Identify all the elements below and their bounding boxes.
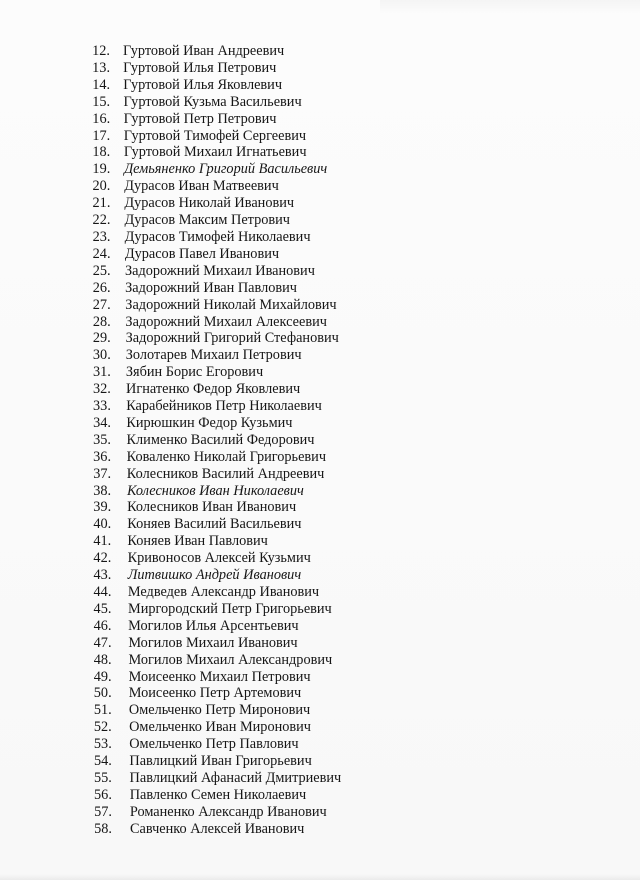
item-name: Омельченко Иван Миронович <box>129 719 311 736</box>
item-number: 25. <box>92 262 111 279</box>
item-name: Колесников Иван Иванович <box>127 499 297 516</box>
item-number: 53. <box>93 736 112 753</box>
item-number: 29. <box>92 330 111 347</box>
item-number: 33. <box>93 398 111 415</box>
item-number: 35. <box>93 431 111 448</box>
item-number: 43. <box>93 567 112 584</box>
list-item <box>0 280 640 297</box>
list-item <box>0 821 640 838</box>
item-number: 42. <box>93 550 112 567</box>
item-number: 12. <box>92 43 110 59</box>
item-name: Задорожний Михаил Алексеевич <box>125 313 327 330</box>
item-number: 51. <box>93 702 112 719</box>
list-item <box>0 178 640 195</box>
item-name: Кирюшкин Федор Кузьмич <box>126 414 293 431</box>
item-name: Демьяненко Григорий Васильевич <box>124 161 328 178</box>
item-name: Коняев Василий Васильевич <box>127 516 302 533</box>
item-number: 30. <box>92 347 111 364</box>
item-name: Дурасов Тимофей Николаевич <box>124 228 311 245</box>
item-name: Моисеенко Петр Артемович <box>128 685 302 702</box>
item-name: Коняев Иван Павлович <box>127 533 268 550</box>
item-name: Могилов Михаил Александрович <box>128 651 333 668</box>
list-item <box>0 347 640 364</box>
item-name: Омельченко Петр Миронович <box>128 702 311 719</box>
item-name: Задорожний Григорий Стефанович <box>125 330 339 347</box>
item-number: 40. <box>93 516 112 533</box>
item-name: Савченко Алексей Иванович <box>130 820 305 837</box>
item-name: Гуртовой Иван Андреевич <box>123 43 285 59</box>
item-name: Клименко Василий Федорович <box>126 431 315 448</box>
scan-shadow-bottom <box>0 874 640 880</box>
list-item <box>0 669 640 686</box>
item-number: 16. <box>92 110 111 127</box>
list-item <box>0 297 640 314</box>
item-number: 44. <box>93 584 112 600</box>
item-name: Карабейников Петр Николаевич <box>126 398 322 415</box>
item-name: Романенко Александр Иванович <box>129 803 327 820</box>
list-item <box>0 77 640 94</box>
item-number: 14. <box>92 76 111 93</box>
item-number: 47. <box>93 634 112 651</box>
item-number: 36. <box>93 448 112 465</box>
list-item <box>0 364 640 381</box>
item-name: Золотарев Михаил Петрович <box>125 347 302 364</box>
item-name: Омельченко Петр Павлович <box>129 736 299 753</box>
item-number: 13. <box>92 59 111 76</box>
item-name: Гуртовой Тимофей Сергеевич <box>123 127 307 144</box>
item-number: 17. <box>92 127 111 144</box>
item-name: Гуртовой Илья Петрович <box>123 59 277 76</box>
item-number: 24. <box>92 245 111 262</box>
list-item <box>0 584 640 601</box>
item-name: Коваленко Николай Григорьевич <box>126 448 327 465</box>
item-name: Задорожний Николай Михайлович <box>125 296 337 313</box>
list-item <box>0 466 640 483</box>
item-number: 50. <box>93 685 112 702</box>
list-item <box>0 787 640 804</box>
item-name: Кривоносов Алексей Кузьмич <box>127 550 311 567</box>
list-item <box>0 144 640 161</box>
list-item <box>0 635 640 652</box>
item-number: 57. <box>94 803 112 820</box>
item-name: Колесников Василий Андреевич <box>126 465 325 482</box>
item-number: 19. <box>92 161 111 178</box>
item-number: 28. <box>92 313 111 330</box>
item-number: 15. <box>92 93 111 110</box>
list-item <box>0 161 640 178</box>
list-item <box>0 60 640 77</box>
item-name: Миргородский Петр Григорьевич <box>128 600 332 617</box>
list-item <box>0 94 640 111</box>
item-number: 48. <box>93 651 112 668</box>
item-name: Могилов Михаил Иванович <box>128 634 298 651</box>
item-name: Дурасов Николай Иванович <box>124 195 295 212</box>
item-number: 21. <box>92 195 111 212</box>
list-item <box>0 804 640 821</box>
item-name: Игнатенко Федор Яковлевич <box>126 381 301 398</box>
list-item <box>0 246 640 263</box>
item-name: Павлицкий Афанасий Дмитриевич <box>129 769 342 786</box>
list-item <box>0 263 640 280</box>
item-name: Дурасов Иван Матвеевич <box>124 178 279 195</box>
list-item <box>0 128 640 145</box>
item-name: Колесников Иван Николаевич <box>126 482 304 499</box>
list-item <box>0 398 640 415</box>
list-item <box>0 618 640 635</box>
item-name: Гуртовой Петр Петрович <box>123 110 277 127</box>
list-item <box>0 770 640 787</box>
list-item <box>0 111 640 128</box>
list-item <box>0 567 640 584</box>
list-item <box>0 449 640 466</box>
item-number: 34. <box>93 414 111 431</box>
item-number: 20. <box>92 178 111 195</box>
list-item <box>0 533 640 550</box>
item-name: Задорожний Михаил Иванович <box>124 262 315 279</box>
list-item <box>0 432 640 449</box>
list-item <box>0 212 640 229</box>
item-name: Гуртовой Михаил Игнатьевич <box>123 144 307 161</box>
list-item <box>0 736 640 753</box>
item-number: 39. <box>93 499 112 516</box>
item-number: 31. <box>92 364 111 381</box>
list-item <box>0 719 640 736</box>
list-item <box>0 499 640 516</box>
list-item <box>0 381 640 398</box>
item-name: Гуртовой Кузьма Васильевич <box>123 93 302 110</box>
item-number: 58. <box>94 820 112 837</box>
item-number: 52. <box>93 719 112 736</box>
list-item <box>0 330 640 347</box>
item-number: 26. <box>92 279 111 296</box>
item-number: 22. <box>92 212 111 229</box>
item-number: 18. <box>92 144 111 161</box>
item-number: 55. <box>93 769 112 786</box>
item-name: Могилов Илья Арсентьевич <box>128 617 299 634</box>
item-name: Дурасов Максим Петрович <box>124 212 290 229</box>
item-number: 49. <box>93 668 112 685</box>
list-item <box>0 483 640 500</box>
list-item <box>0 550 640 567</box>
item-number: 27. <box>92 296 111 313</box>
item-name: Павленко Семен Николаевич <box>129 786 307 803</box>
list-item <box>0 516 640 533</box>
item-number: 56. <box>94 786 112 803</box>
scan-shadow-top <box>380 0 640 14</box>
item-name: Дурасов Павел Иванович <box>124 245 280 262</box>
item-name: Зябин Борис Егорович <box>125 364 264 381</box>
item-number: 41. <box>93 533 112 550</box>
item-number: 23. <box>92 228 111 245</box>
list-item <box>0 702 640 719</box>
item-number: 54. <box>93 753 112 770</box>
item-name: Задорожний Иван Павлович <box>125 279 297 296</box>
item-name: Павлицкий Иван Григорьевич <box>129 753 312 770</box>
list-item <box>0 601 640 618</box>
item-number: 32. <box>92 381 111 398</box>
item-number: 45. <box>93 600 112 617</box>
list-item <box>0 652 640 669</box>
item-name: Моисеенко Михаил Петрович <box>128 668 311 685</box>
list-item <box>0 314 640 331</box>
list-item <box>0 415 640 432</box>
name-list <box>0 43 640 838</box>
list-item <box>0 43 640 60</box>
list-item <box>0 753 640 770</box>
item-name: Медведев Александр Иванович <box>127 584 320 600</box>
item-name: Гуртовой Илья Яковлевич <box>123 76 283 93</box>
list-item <box>0 229 640 246</box>
item-name: Литвишко Андрей Иванович <box>127 567 302 584</box>
item-number: 46. <box>93 617 112 634</box>
item-number: 38. <box>93 482 112 499</box>
list-item <box>0 685 640 702</box>
list-item <box>0 195 640 212</box>
item-number: 37. <box>93 465 112 482</box>
